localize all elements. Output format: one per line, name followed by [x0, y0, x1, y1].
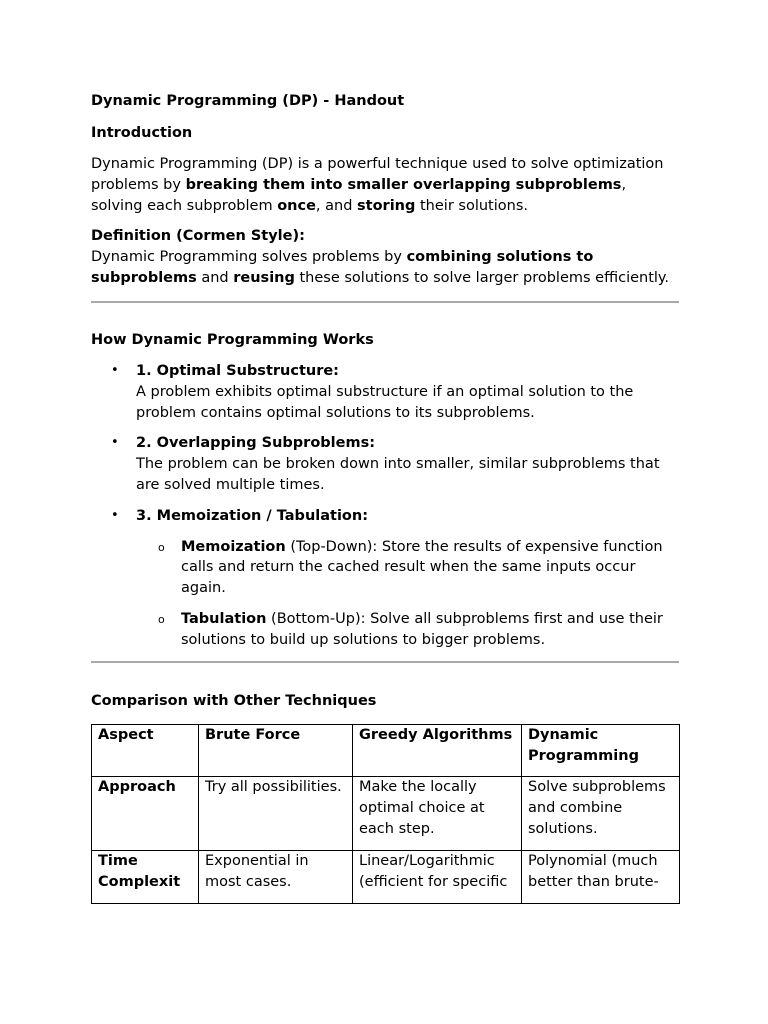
table-row-label: Approach: [92, 776, 199, 850]
list-item: [91, 506, 679, 651]
sub-list-item: [136, 609, 679, 651]
table-row: [92, 850, 680, 903]
list-item: [91, 361, 679, 423]
list-item: [91, 433, 679, 495]
table-cell-text: Polynomial (much better than brute-: [528, 852, 659, 890]
document-title: Dynamic Programming (DP) - Handout: [91, 93, 405, 109]
def-text-2: and: [196, 270, 234, 287]
table-cell: Solve subproblems and combine solutions.: [522, 776, 680, 850]
optimal-substructure-text: A problem exhibits optimal substructure if an optimal solution to the problem contains optimal solutions to its subproblems.: [136, 383, 634, 421]
comparison-table: [91, 724, 680, 904]
table-header-cell: Brute Force: [199, 724, 353, 776]
introduction-heading: Introduction: [91, 125, 193, 141]
definition-heading: Definition (Cormen Style):: [91, 228, 305, 245]
memoization-term: Memoization: [181, 538, 286, 555]
table-header-cell: Dynamic Programming: [522, 724, 680, 776]
section-divider: [91, 301, 679, 303]
table-row: [92, 776, 680, 850]
section-divider: [91, 661, 679, 663]
def-bold-1: combining solutions to subproblems: [91, 249, 594, 287]
table-cell: Make the locally optimal choice at each step.: [353, 776, 522, 850]
introduction-paragraph: [91, 154, 679, 216]
intro-text-2: , solving each subproblem: [91, 176, 627, 214]
intro-text-4: their solutions.: [415, 197, 528, 214]
table-row-label: [92, 850, 199, 903]
table-row-label-text: Time Complexit: [98, 852, 181, 890]
table-cell: Try all possibilities.: [199, 776, 353, 850]
memoization-text: (Top-Down): Store the results of expensive function calls and return the cached result when the same inputs occur again.: [181, 538, 663, 597]
intro-bold-2: once: [277, 197, 316, 214]
handout-content: [91, 91, 679, 904]
definition-paragraph: [91, 247, 679, 289]
table-cell-text: Exponential in most cases.: [205, 852, 309, 890]
intro-text-1: Dynamic Programming (DP) is a powerful technique used to solve optimization problems by: [91, 156, 664, 193]
intro-text-3: , and: [315, 197, 358, 214]
intro-bold-1: breaking them into smaller overlapping subproblems: [185, 176, 622, 193]
tabulation-text: (Bottom-Up): Solve all subproblems first and use their solutions to build up solutions to bigger problems.: [181, 610, 663, 648]
overlapping-subproblems-title: 2. Overlapping Subproblems:: [136, 435, 376, 452]
table-cell: [353, 850, 522, 903]
table-cell: [199, 850, 353, 903]
table-header-row: [92, 724, 680, 776]
table-header-cell: Aspect: [92, 724, 199, 776]
how-dp-works-heading: How Dynamic Programming Works: [91, 331, 374, 348]
memoization-tabulation-title: 3. Memoization / Tabulation:: [136, 507, 368, 524]
memoization-tabulation-sublist: [136, 537, 679, 651]
table-cell: [522, 850, 680, 903]
sub-list-item: [136, 537, 679, 599]
tabulation-term: Tabulation: [181, 610, 267, 627]
comparison-heading: Comparison with Other Techniques: [91, 692, 377, 709]
intro-bold-3: storing: [357, 197, 416, 214]
def-bold-2: reusing: [233, 270, 295, 287]
how-dp-works-list: [91, 361, 679, 651]
def-text-3: these solutions to solve larger problems efficiently.: [294, 270, 670, 287]
table-cell-text: Linear/Logarithmic (efficient for specific: [359, 852, 508, 890]
overlapping-subproblems-text: The problem can be broken down into smaller, similar subproblems that are solved multiple times.: [136, 456, 660, 493]
table-header-cell: Greedy Algorithms: [353, 724, 522, 776]
def-text-1: Dynamic Programming solves problems by: [91, 249, 407, 266]
optimal-substructure-title: 1. Optimal Substructure:: [136, 362, 339, 379]
